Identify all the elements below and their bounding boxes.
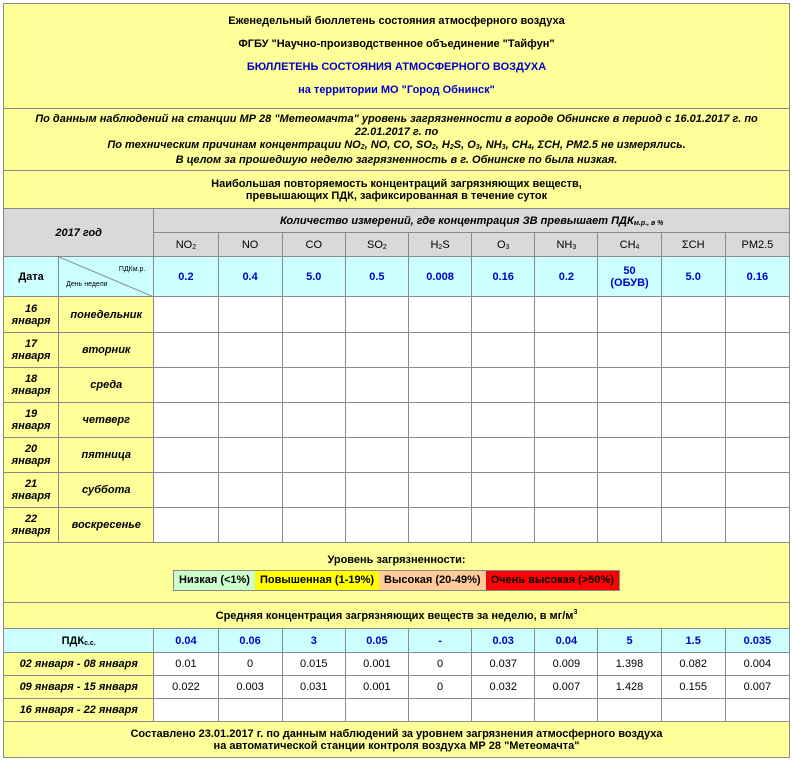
- average-value: [598, 699, 661, 722]
- date-label: Дата: [4, 257, 59, 297]
- exceed-cell: [472, 473, 535, 508]
- pdk-ss-value: 0.035: [725, 629, 789, 653]
- average-value: 0.001: [345, 676, 408, 699]
- exceed-cell: [725, 473, 789, 508]
- pollutant-header: ΣCH: [661, 233, 725, 257]
- diag-top-label: ПДКм.р.: [118, 266, 146, 273]
- exceed-cell: [345, 508, 408, 543]
- pollutant-header: $O_3$: [472, 233, 535, 257]
- average-value: 0: [408, 676, 471, 699]
- pdk-mr-value: 0.008: [408, 257, 471, 297]
- exceed-cell: [282, 297, 345, 333]
- day-date: 18 января: [4, 368, 59, 403]
- pdk-ss-value: 0.04: [535, 629, 598, 653]
- exceed-section-title: Наибольшая повторяемость концентраций загрязняющих веществ, превышающих ПДК, зафиксированная в течение суток: [4, 171, 790, 209]
- legend-very-high: Очень высокая (>50%): [486, 571, 619, 590]
- day-row: [4, 473, 790, 508]
- average-value: 0.007: [725, 676, 789, 699]
- exceed-cell: [154, 333, 218, 368]
- average-value: [408, 699, 471, 722]
- diagonal-line: [59, 257, 154, 297]
- pdk-mr-value: 0.16: [472, 257, 535, 297]
- exceed-cell: [598, 297, 661, 333]
- average-row: [4, 699, 790, 722]
- exceed-cell: [408, 473, 471, 508]
- header-territory: на территории МО "Город Обнинск": [298, 84, 495, 96]
- header-org: ФГБУ "Научно-производственное объединение "Тайфун": [238, 38, 555, 50]
- exceed-cell: [598, 368, 661, 403]
- pollutant-header: NO: [218, 233, 282, 257]
- exceed-cell: [661, 297, 725, 333]
- exceed-cell: [218, 508, 282, 543]
- exceed-cell: [282, 438, 345, 473]
- pdk-ss-value: 5: [598, 629, 661, 653]
- pollution-level-title: Уровень загрязненности:: [327, 554, 466, 566]
- day-date: 17 января: [4, 333, 59, 368]
- pdk-ss-value: 0.04: [154, 629, 218, 653]
- exceed-cell: [408, 438, 471, 473]
- exceed-cell: [598, 508, 661, 543]
- pdk-ss-value: 0.05: [345, 629, 408, 653]
- average-period: 09 января - 15 января: [4, 676, 154, 699]
- legend-elevated: Повышенная (1-19%): [255, 571, 379, 590]
- average-value: 0.001: [345, 653, 408, 676]
- bulletin-header: [4, 4, 790, 109]
- exceed-cell: [598, 403, 661, 438]
- average-period: 16 января - 22 января: [4, 699, 154, 722]
- exceed-cell: [472, 333, 535, 368]
- exceed-cell: [725, 368, 789, 403]
- pollutant-header: $H_2S$: [408, 233, 471, 257]
- exceed-cell: [661, 438, 725, 473]
- average-value: [661, 699, 725, 722]
- average-value: 0.037: [472, 653, 535, 676]
- pollutant-header: CO: [282, 233, 345, 257]
- exceed-cell: [345, 403, 408, 438]
- exceed-cell: [661, 473, 725, 508]
- pdk-mr-value: 0.5: [345, 257, 408, 297]
- exceed-cell: [408, 403, 471, 438]
- header-title: Еженедельный бюллетень состояния атмосферного воздуха: [228, 15, 565, 27]
- average-value: 0.031: [282, 676, 345, 699]
- exceed-cell: [472, 508, 535, 543]
- average-value: 0.155: [661, 676, 725, 699]
- footer: [4, 722, 790, 758]
- exceed-cell: [345, 297, 408, 333]
- exceed-cell: [661, 403, 725, 438]
- average-value: [218, 699, 282, 722]
- exceed-cell: [535, 473, 598, 508]
- pdk-mr-value: 0.16: [725, 257, 789, 297]
- average-value: 0.015: [282, 653, 345, 676]
- average-value: [282, 699, 345, 722]
- diagonal-header: [59, 257, 154, 297]
- average-value: 0.082: [661, 653, 725, 676]
- pdk-mr-value: 50 (ОБУВ): [598, 257, 661, 297]
- pollutant-header: $SO_2$: [345, 233, 408, 257]
- exceed-cell: [535, 403, 598, 438]
- exceed-cell: [154, 297, 218, 333]
- average-value: 1.428: [598, 676, 661, 699]
- pollutant-header: $NH_3$: [535, 233, 598, 257]
- exceed-cell: [154, 368, 218, 403]
- exceed-cell: [535, 508, 598, 543]
- exceed-cell: [345, 473, 408, 508]
- exceed-cell: [345, 368, 408, 403]
- exceed-cell: [218, 368, 282, 403]
- footer-line-1: Составлено 23.01.2017 г. по данным наблюдений за уровнем загрязнения атмосферного воздуха: [130, 727, 663, 740]
- day-date: 16 января: [4, 297, 59, 333]
- day-of-week: среда: [59, 368, 154, 403]
- average-value: [345, 699, 408, 722]
- exceed-cell: [282, 333, 345, 368]
- exceed-cell: [218, 473, 282, 508]
- exceed-cell: [725, 438, 789, 473]
- exceed-cell: [345, 333, 408, 368]
- average-value: 0: [218, 653, 282, 676]
- average-value: 0.009: [535, 653, 598, 676]
- count-label: Количество измерений, где концентрация ЗВ превышает $ПДК_{м.р., в \%}$: [154, 209, 790, 233]
- pollution-level-section: [4, 543, 790, 603]
- exceed-cell: [472, 297, 535, 333]
- pdk-ss-row: [4, 629, 790, 653]
- average-value: 0.007: [535, 676, 598, 699]
- exceed-cell: [725, 403, 789, 438]
- day-of-week: воскресенье: [59, 508, 154, 543]
- bulletin-table: [3, 3, 790, 758]
- pdk-mr-value: 5.0: [282, 257, 345, 297]
- pdk-mr-value: 0.2: [154, 257, 218, 297]
- legend-low: Низкая (<1%): [174, 571, 255, 590]
- exceed-cell: [154, 508, 218, 543]
- pdk-ss-label: $ПДК_{с.с.}$: [4, 629, 154, 653]
- average-row: [4, 653, 790, 676]
- average-value: 0.032: [472, 676, 535, 699]
- exceed-cell: [282, 368, 345, 403]
- pdk-ss-value: 1.5: [661, 629, 725, 653]
- average-title: Средняя концентрация загрязняющих веществ за неделю, в $мг/м^3$: [4, 603, 790, 629]
- pollutant-header: $CH_4$: [598, 233, 661, 257]
- exceed-cell: [218, 333, 282, 368]
- exceed-cell: [535, 368, 598, 403]
- average-value: 1.398: [598, 653, 661, 676]
- exceed-cell: [154, 438, 218, 473]
- exceed-cell: [598, 438, 661, 473]
- pollutant-header: $NO_2$: [154, 233, 218, 257]
- exceed-cell: [535, 297, 598, 333]
- average-value: [725, 699, 789, 722]
- average-period: 02 января - 08 января: [4, 653, 154, 676]
- exceed-cell: [218, 297, 282, 333]
- day-row: [4, 403, 790, 438]
- pdk-ss-value: 0.03: [472, 629, 535, 653]
- exceed-cell: [725, 333, 789, 368]
- pdk-ss-value: 3: [282, 629, 345, 653]
- day-of-week: понедельник: [59, 297, 154, 333]
- average-value: [472, 699, 535, 722]
- day-of-week: пятница: [59, 438, 154, 473]
- exceed-cell: [408, 368, 471, 403]
- pollutant-header: PM2.5: [725, 233, 789, 257]
- exceed-cell: [472, 438, 535, 473]
- day-of-week: вторник: [59, 333, 154, 368]
- exceed-cell: [282, 403, 345, 438]
- day-row: [4, 508, 790, 543]
- average-value: [535, 699, 598, 722]
- day-date: 19 января: [4, 403, 59, 438]
- exceed-cell: [725, 508, 789, 543]
- exceed-cell: [472, 403, 535, 438]
- exceed-cell: [282, 508, 345, 543]
- observation-summary: [4, 109, 790, 171]
- average-value: 0.022: [154, 676, 218, 699]
- legend-high: Высокая (20-49%): [379, 571, 486, 590]
- exceed-cell: [725, 297, 789, 333]
- exceed-cell: [535, 333, 598, 368]
- pdk-mr-value: 0.2: [535, 257, 598, 297]
- pollution-level-legend: [173, 570, 620, 591]
- exceed-cell: [661, 508, 725, 543]
- pdk-ss-value: 0.06: [218, 629, 282, 653]
- pdk-mr-value: 0.4: [218, 257, 282, 297]
- exceed-cell: [408, 508, 471, 543]
- day-row: [4, 438, 790, 473]
- exceed-cell: [408, 333, 471, 368]
- exceed-cell: [598, 333, 661, 368]
- average-value: 0.004: [725, 653, 789, 676]
- exceed-cell: [218, 403, 282, 438]
- exceed-cell: [661, 368, 725, 403]
- observation-line-1: По данным наблюдений на станции МР 28 "Метеомачта" уровень загрязненности в городе Обнинске в период с 16.01.2017 г. по 22.01.2017 г. по: [35, 112, 758, 138]
- observation-line-3: В целом за прошедшую неделю загрязненность в г. Обнинске по была низкая.: [175, 153, 618, 166]
- exceed-cell: [408, 297, 471, 333]
- day-of-week: четверг: [59, 403, 154, 438]
- header-bulletin-title: БЮЛЛЕТЕНЬ СОСТОЯНИЯ АТМОСФЕРНОГО ВОЗДУХА: [246, 61, 547, 73]
- footer-line-2: на автоматической станции контроля воздуха МР 28 "Метеомачта": [213, 739, 580, 752]
- pdk-mr-row: [4, 257, 790, 297]
- average-value: 0.01: [154, 653, 218, 676]
- exceed-cell: [154, 403, 218, 438]
- exceed-cell: [535, 438, 598, 473]
- day-row: [4, 297, 790, 333]
- exceed-cell: [345, 438, 408, 473]
- day-date: 22 января: [4, 508, 59, 543]
- day-row: [4, 333, 790, 368]
- exceed-cell: [598, 473, 661, 508]
- day-date: 20 января: [4, 438, 59, 473]
- exceed-cell: [218, 438, 282, 473]
- exceed-cell: [282, 473, 345, 508]
- pdk-mr-value: 5.0: [661, 257, 725, 297]
- day-row: [4, 368, 790, 403]
- pdk-ss-value: -: [408, 629, 471, 653]
- observation-line-2: По техническим причинам концентрации $NO_2$, NO, CO, $SO_2$, $H_2S$, $O_3$, $NH_3$, $CH_4$, ΣCH, PM2.5 не измерялись.: [107, 138, 686, 151]
- average-row: [4, 676, 790, 699]
- diag-bottom-label: День недели: [66, 281, 108, 288]
- year-label: 2017 год: [4, 209, 154, 257]
- day-date: 21 января: [4, 473, 59, 508]
- exceed-cell: [472, 368, 535, 403]
- exceed-cell: [154, 473, 218, 508]
- average-value: 0.003: [218, 676, 282, 699]
- exceed-cell: [661, 333, 725, 368]
- day-of-week: суббота: [59, 473, 154, 508]
- average-value: 0: [408, 653, 471, 676]
- average-value: [154, 699, 218, 722]
